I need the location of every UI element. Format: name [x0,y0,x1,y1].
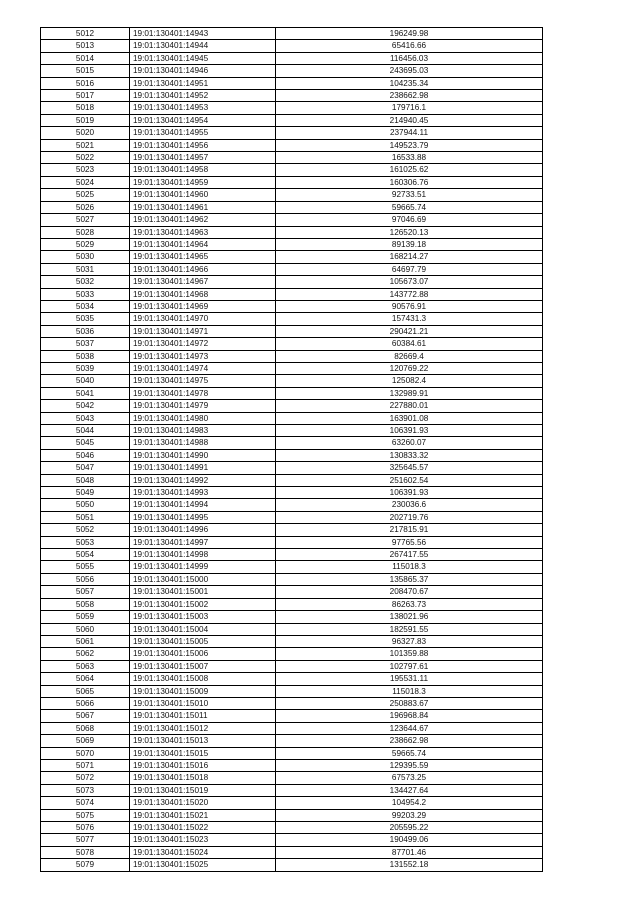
cadastral-number-cell: 19:01:130401:15004 [130,623,276,635]
cadastral-value-cell: 290421.21 [276,325,543,337]
cadastral-number-cell: 19:01:130401:14973 [130,350,276,362]
table-row [41,722,543,734]
cadastral-value-cell: 63260.07 [276,437,543,449]
cadastral-value-cell: 182591.55 [276,623,543,635]
row-number-cell: 5047 [41,462,130,474]
table-row [41,412,543,424]
table-row [41,573,543,585]
cadastral-number-cell: 19:01:130401:15019 [130,784,276,796]
cadastral-value-cell: 105673.07 [276,276,543,288]
cadastral-number-cell: 19:01:130401:15024 [130,846,276,858]
table-row [41,784,543,796]
row-number-cell: 5020 [41,127,130,139]
cadastral-number-cell: 19:01:130401:14960 [130,189,276,201]
cadastral-number-cell: 19:01:130401:14944 [130,40,276,52]
row-number-cell: 5059 [41,611,130,623]
table-row [41,313,543,325]
row-number-cell: 5068 [41,722,130,734]
cadastral-value-cell: 205595.22 [276,822,543,834]
row-number-cell: 5040 [41,375,130,387]
cadastral-value-cell: 149523.79 [276,139,543,151]
cadastral-value-cell: 250883.67 [276,697,543,709]
row-number-cell: 5055 [41,561,130,573]
cadastral-number-cell: 19:01:130401:15006 [130,648,276,660]
row-number-cell: 5076 [41,822,130,834]
cadastral-number-cell: 19:01:130401:14966 [130,263,276,275]
table-row [41,673,543,685]
cadastral-number-cell: 19:01:130401:15023 [130,834,276,846]
cadastral-value-cell: 65416.66 [276,40,543,52]
cadastral-number-cell: 19:01:130401:15007 [130,660,276,672]
cadastral-number-cell: 19:01:130401:14980 [130,412,276,424]
row-number-cell: 5046 [41,449,130,461]
table-row [41,487,543,499]
table-row [41,300,543,312]
cadastral-value-cell: 214940.45 [276,114,543,126]
row-number-cell: 5023 [41,164,130,176]
cadastral-value-cell: 132989.91 [276,387,543,399]
cadastral-value-cell: 64697.79 [276,263,543,275]
row-number-cell: 5035 [41,313,130,325]
table-row [41,648,543,660]
cadastral-value-cell: 115018.3 [276,685,543,697]
row-number-cell: 5021 [41,139,130,151]
row-number-cell: 5075 [41,809,130,821]
cadastral-value-cell: 86263.73 [276,598,543,610]
cadastral-value-cell: 106391.93 [276,425,543,437]
cadastral-value-cell: 101359.88 [276,648,543,660]
table-row [41,238,543,250]
cadastral-value-cell: 104954.2 [276,797,543,809]
cadastral-value-cell: 129395.59 [276,759,543,771]
cadastral-number-cell: 19:01:130401:14945 [130,52,276,64]
row-number-cell: 5074 [41,797,130,809]
cadastral-value-cell: 160306.76 [276,176,543,188]
row-number-cell: 5060 [41,623,130,635]
table-row [41,449,543,461]
table-row [41,28,543,40]
table-row [41,40,543,52]
table-row [41,400,543,412]
cadastral-value-cell: 195531.11 [276,673,543,685]
table-row [41,859,543,871]
cadastral-value-cell: 237944.11 [276,127,543,139]
table-row [41,114,543,126]
row-number-cell: 5064 [41,673,130,685]
row-number-cell: 5053 [41,536,130,548]
cadastral-value-cell: 126520.13 [276,226,543,238]
cadastral-number-cell: 19:01:130401:14956 [130,139,276,151]
row-number-cell: 5056 [41,573,130,585]
table-row [41,263,543,275]
row-number-cell: 5018 [41,102,130,114]
row-number-cell: 5017 [41,90,130,102]
cadastral-number-cell: 19:01:130401:14974 [130,362,276,374]
row-number-cell: 5062 [41,648,130,660]
row-number-cell: 5050 [41,499,130,511]
row-number-cell: 5025 [41,189,130,201]
row-number-cell: 5012 [41,28,130,40]
cadastral-number-cell: 19:01:130401:15022 [130,822,276,834]
table-row [41,747,543,759]
row-number-cell: 5072 [41,772,130,784]
table-row [41,536,543,548]
cadastral-value-cell: 202719.76 [276,511,543,523]
row-number-cell: 5067 [41,710,130,722]
cadastral-value-cell: 96327.83 [276,635,543,647]
cadastral-value-cell: 59665.74 [276,747,543,759]
cadastral-number-cell: 19:01:130401:14964 [130,238,276,250]
cadastral-number-cell: 19:01:130401:15003 [130,611,276,623]
cadastral-number-cell: 19:01:130401:14995 [130,511,276,523]
cadastral-number-cell: 19:01:130401:14953 [130,102,276,114]
cadastral-value-cell: 238662.98 [276,90,543,102]
table-row [41,809,543,821]
cadastral-number-cell: 19:01:130401:14975 [130,375,276,387]
table-row [41,598,543,610]
row-number-cell: 5058 [41,598,130,610]
table-row [41,338,543,350]
cadastral-value-cell: 87701.46 [276,846,543,858]
cadastral-value-cell: 138021.96 [276,611,543,623]
cadastral-value-cell: 267417.55 [276,549,543,561]
cadastral-number-cell: 19:01:130401:14946 [130,65,276,77]
cadastral-number-cell: 19:01:130401:14988 [130,437,276,449]
row-number-cell: 5029 [41,238,130,250]
cadastral-value-cell: 99203.29 [276,809,543,821]
cadastral-value-cell: 190499.06 [276,834,543,846]
row-number-cell: 5036 [41,325,130,337]
row-number-cell: 5030 [41,251,130,263]
row-number-cell: 5042 [41,400,130,412]
table-row [41,102,543,114]
row-number-cell: 5070 [41,747,130,759]
table-row [41,214,543,226]
row-number-cell: 5031 [41,263,130,275]
row-number-cell: 5065 [41,685,130,697]
table-row [41,462,543,474]
row-number-cell: 5014 [41,52,130,64]
table-row [41,164,543,176]
cadastral-value-cell: 90576.91 [276,300,543,312]
cadastral-value-cell: 130833.32 [276,449,543,461]
cadastral-number-cell: 19:01:130401:15018 [130,772,276,784]
table-row [41,77,543,89]
row-number-cell: 5034 [41,300,130,312]
cadastral-number-cell: 19:01:130401:15009 [130,685,276,697]
cadastral-number-cell: 19:01:130401:14968 [130,288,276,300]
row-number-cell: 5038 [41,350,130,362]
table-row [41,201,543,213]
cadastral-value-cell: 67573.25 [276,772,543,784]
cadastral-number-cell: 19:01:130401:15015 [130,747,276,759]
row-number-cell: 5039 [41,362,130,374]
cadastral-value-cell: 16533.88 [276,152,543,164]
cadastral-number-cell: 19:01:130401:15021 [130,809,276,821]
cadastral-number-cell: 19:01:130401:15016 [130,759,276,771]
cadastral-value-cell: 89139.18 [276,238,543,250]
cadastral-value-cell: 196249.98 [276,28,543,40]
table-row [41,90,543,102]
cadastral-number-cell: 19:01:130401:15008 [130,673,276,685]
cadastral-value-cell: 179716.1 [276,102,543,114]
row-number-cell: 5066 [41,697,130,709]
cadastral-value-cell: 120769.22 [276,362,543,374]
table-row [41,797,543,809]
cadastral-number-cell: 19:01:130401:15020 [130,797,276,809]
cadastral-value-cell: 134427.64 [276,784,543,796]
table-row [41,65,543,77]
row-number-cell: 5044 [41,425,130,437]
table-row [41,611,543,623]
row-number-cell: 5043 [41,412,130,424]
table-row [41,387,543,399]
table-row [41,152,543,164]
cadastral-value-cell: 143772.88 [276,288,543,300]
cadastral-number-cell: 19:01:130401:14958 [130,164,276,176]
row-number-cell: 5027 [41,214,130,226]
cadastral-number-cell: 19:01:130401:14959 [130,176,276,188]
row-number-cell: 5063 [41,660,130,672]
cadastral-value-cell: 97046.69 [276,214,543,226]
cadastral-number-cell: 19:01:130401:14990 [130,449,276,461]
cadastral-number-cell: 19:01:130401:15010 [130,697,276,709]
table-row [41,375,543,387]
row-number-cell: 5037 [41,338,130,350]
row-number-cell: 5026 [41,201,130,213]
table-row [41,176,543,188]
table-row [41,276,543,288]
cadastral-value-cell: 102797.61 [276,660,543,672]
table-row [41,499,543,511]
table-row [41,697,543,709]
cadastral-number-cell: 19:01:130401:14992 [130,474,276,486]
row-number-cell: 5069 [41,735,130,747]
cadastral-value-cell: 168214.27 [276,251,543,263]
table-row [41,52,543,64]
cadastral-number-cell: 19:01:130401:14971 [130,325,276,337]
cadastral-number-cell: 19:01:130401:14998 [130,549,276,561]
cadastral-number-cell: 19:01:130401:14972 [130,338,276,350]
table-row [41,834,543,846]
cadastral-value-cell: 238662.98 [276,735,543,747]
cadastral-number-cell: 19:01:130401:14996 [130,524,276,536]
cadastral-value-cell: 97765.56 [276,536,543,548]
row-number-cell: 5048 [41,474,130,486]
row-number-cell: 5051 [41,511,130,523]
cadastral-value-table-page [40,27,542,872]
row-number-cell: 5045 [41,437,130,449]
table-row [41,139,543,151]
table-row [41,549,543,561]
cadastral-number-cell: 19:01:130401:14994 [130,499,276,511]
cadastral-number-cell: 19:01:130401:14965 [130,251,276,263]
cadastral-number-cell: 19:01:130401:14970 [130,313,276,325]
row-number-cell: 5057 [41,586,130,598]
cadastral-value-cell: 125082.4 [276,375,543,387]
table-row [41,846,543,858]
table-row [41,189,543,201]
cadastral-number-cell: 19:01:130401:15000 [130,573,276,585]
row-number-cell: 5061 [41,635,130,647]
row-number-cell: 5013 [41,40,130,52]
row-number-cell: 5073 [41,784,130,796]
cadastral-number-cell: 19:01:130401:14991 [130,462,276,474]
cadastral-value-cell: 163901.08 [276,412,543,424]
table-row [41,759,543,771]
cadastral-number-cell: 19:01:130401:14963 [130,226,276,238]
cadastral-value-cell: 82669.4 [276,350,543,362]
table-row [41,127,543,139]
row-number-cell: 5079 [41,859,130,871]
cadastral-number-cell: 19:01:130401:15025 [130,859,276,871]
row-number-cell: 5054 [41,549,130,561]
row-number-cell: 5078 [41,846,130,858]
row-number-cell: 5033 [41,288,130,300]
cadastral-number-cell: 19:01:130401:15012 [130,722,276,734]
row-number-cell: 5019 [41,114,130,126]
cadastral-value-cell: 325645.57 [276,462,543,474]
cadastral-value-cell: 92733.51 [276,189,543,201]
cadastral-number-cell: 19:01:130401:14997 [130,536,276,548]
cadastral-value-cell: 251602.54 [276,474,543,486]
cadastral-value-cell: 60384.61 [276,338,543,350]
cadastral-number-cell: 19:01:130401:15005 [130,635,276,647]
table-row [41,623,543,635]
table-row [41,635,543,647]
cadastral-value-cell: 123644.67 [276,722,543,734]
cadastral-value-cell: 196968.84 [276,710,543,722]
table-row [41,362,543,374]
table-row [41,586,543,598]
table-row [41,561,543,573]
row-number-cell: 5071 [41,759,130,771]
table-row [41,822,543,834]
cadastral-number-cell: 19:01:130401:14969 [130,300,276,312]
row-number-cell: 5049 [41,487,130,499]
row-number-cell: 5077 [41,834,130,846]
cadastral-value-cell: 230036.6 [276,499,543,511]
cadastral-value-cell: 115018.3 [276,561,543,573]
cadastral-value-table [40,27,543,872]
cadastral-number-cell: 19:01:130401:14979 [130,400,276,412]
row-number-cell: 5041 [41,387,130,399]
cadastral-number-cell: 19:01:130401:14954 [130,114,276,126]
cadastral-value-cell: 161025.62 [276,164,543,176]
row-number-cell: 5024 [41,176,130,188]
row-number-cell: 5028 [41,226,130,238]
table-row [41,735,543,747]
cadastral-value-cell: 135865.37 [276,573,543,585]
cadastral-number-cell: 19:01:130401:14961 [130,201,276,213]
table-row [41,660,543,672]
cadastral-number-cell: 19:01:130401:14967 [130,276,276,288]
cadastral-number-cell: 19:01:130401:14983 [130,425,276,437]
table-row [41,325,543,337]
table-row [41,511,543,523]
cadastral-number-cell: 19:01:130401:14999 [130,561,276,573]
cadastral-value-cell: 208470.67 [276,586,543,598]
table-body [41,28,543,872]
table-row [41,710,543,722]
table-row [41,437,543,449]
cadastral-value-cell: 59665.74 [276,201,543,213]
table-row [41,425,543,437]
row-number-cell: 5052 [41,524,130,536]
row-number-cell: 5015 [41,65,130,77]
row-number-cell: 5016 [41,77,130,89]
cadastral-value-cell: 217815.91 [276,524,543,536]
cadastral-number-cell: 19:01:130401:14993 [130,487,276,499]
cadastral-number-cell: 19:01:130401:14952 [130,90,276,102]
cadastral-value-cell: 157431.3 [276,313,543,325]
cadastral-number-cell: 19:01:130401:14962 [130,214,276,226]
cadastral-number-cell: 19:01:130401:14978 [130,387,276,399]
cadastral-number-cell: 19:01:130401:14955 [130,127,276,139]
row-number-cell: 5022 [41,152,130,164]
cadastral-number-cell: 19:01:130401:15011 [130,710,276,722]
cadastral-number-cell: 19:01:130401:14951 [130,77,276,89]
table-row [41,524,543,536]
table-row [41,288,543,300]
cadastral-value-cell: 243695.03 [276,65,543,77]
table-row [41,685,543,697]
cadastral-number-cell: 19:01:130401:14943 [130,28,276,40]
cadastral-number-cell: 19:01:130401:15002 [130,598,276,610]
cadastral-value-cell: 104235.34 [276,77,543,89]
table-row [41,474,543,486]
table-row [41,350,543,362]
table-row [41,251,543,263]
cadastral-value-cell: 131552.18 [276,859,543,871]
table-row [41,772,543,784]
cadastral-number-cell: 19:01:130401:14957 [130,152,276,164]
cadastral-value-cell: 227880.01 [276,400,543,412]
cadastral-value-cell: 116456.03 [276,52,543,64]
table-row [41,226,543,238]
cadastral-number-cell: 19:01:130401:15013 [130,735,276,747]
row-number-cell: 5032 [41,276,130,288]
cadastral-value-cell: 106391.93 [276,487,543,499]
cadastral-number-cell: 19:01:130401:15001 [130,586,276,598]
